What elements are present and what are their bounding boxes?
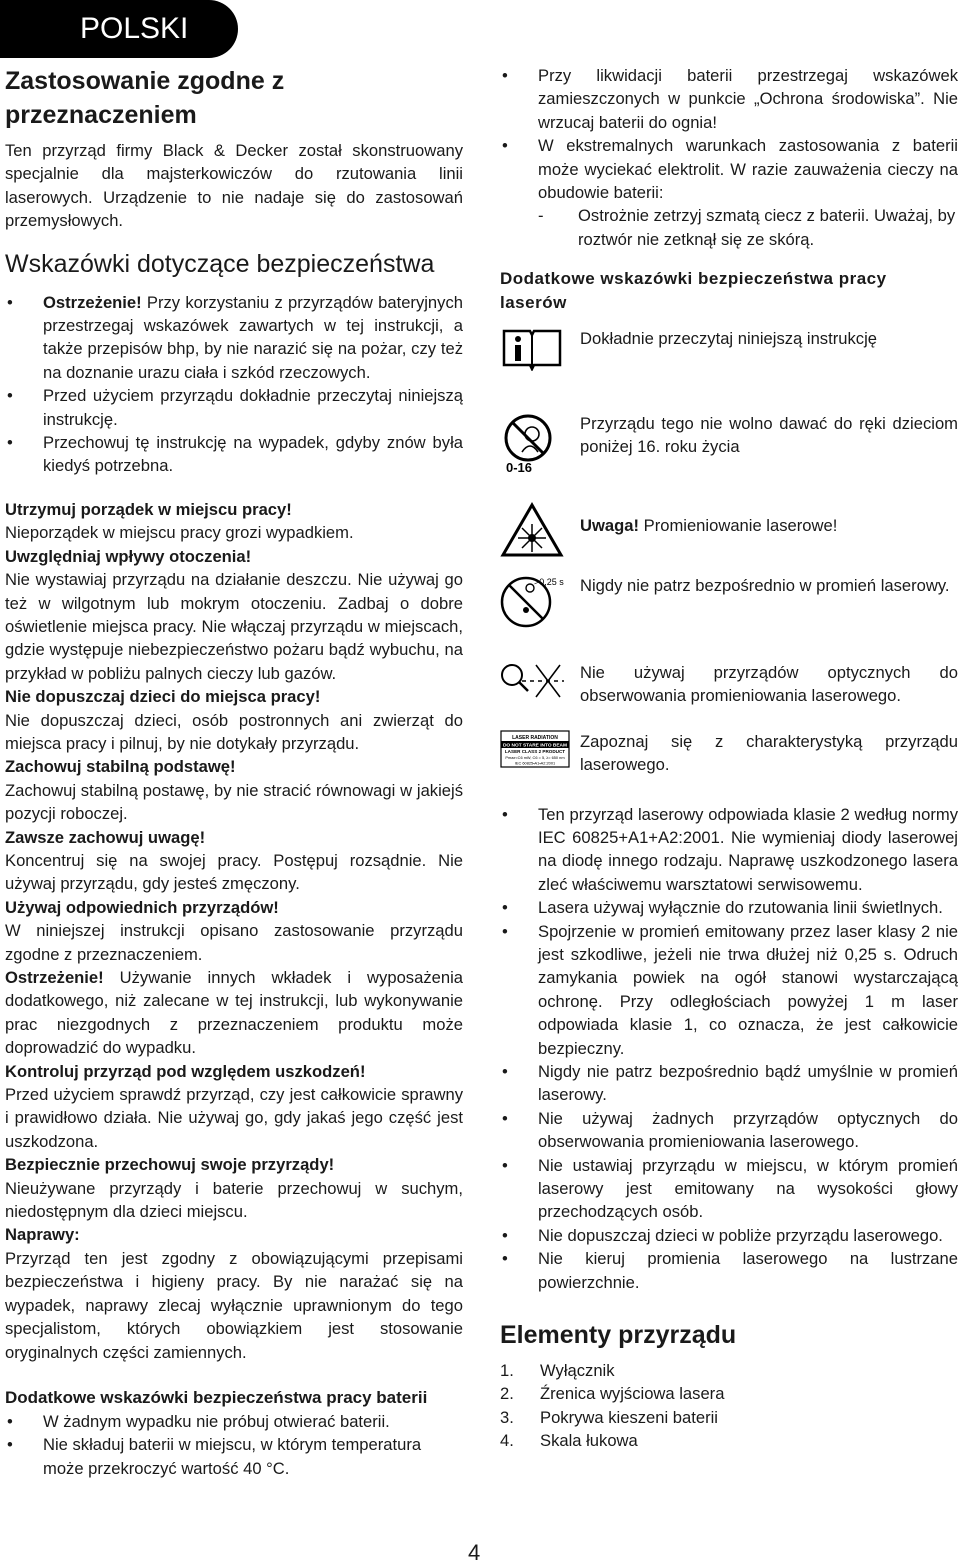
rule-text: Przyrząd ten jest zgodny z obowiązującymi przepisami bezpieczeństwa i higieny pracy. By nie narażać się na wypadek, naprawy zlecaj wyłącznie uprawnionym do tego specjalistom, których obowiązkiem jest stosowanie oryginalnych części zamiennych. bbox=[5, 1248, 463, 1362]
rule-text: W niniejszej instrukcji opisano zastosowanie przyrządu zgodne z przeznaczeniem. bbox=[5, 921, 463, 964]
rule-heading: Zachowuj stabilną podstawę! bbox=[5, 757, 236, 777]
list-item bbox=[5, 291, 463, 385]
battery-safety-title: Dodatkowe wskazówki bezpieczeństwa pracy baterii bbox=[5, 1387, 428, 1407]
symbol-text-rest: Promieniowanie laserowe! bbox=[639, 516, 838, 536]
list-item: • Spojrzenie w promień emitowany przez laser klasy 2 nie jest szkodliwe, jeżeli nie trwa dłużej niż 0,25 s. Odruch zamykania powiek na ogół stanowi wystarczającą ochronę. Przy odległościach powyżej 1 m laser odpowiada klasie 1, co oznacza, że jest całkowicie bezpieczny. bbox=[500, 920, 958, 1060]
item-text: Skala łukowa bbox=[540, 1431, 638, 1451]
accessory-warning bbox=[5, 966, 463, 1060]
item-number: 4. bbox=[500, 1431, 514, 1451]
intended-use-text: Ten przyrząd firmy Black & Decker został skonstruowany specjalnie dla majsterkowiczów do rzutowania linii laserowych. Urządzenie to nie nadaje się do zastosowań przemysłowych. bbox=[5, 141, 463, 231]
laser-warning-icon bbox=[500, 502, 568, 564]
age-limit-label: 0-16 bbox=[506, 459, 533, 475]
language-label: POLSKI bbox=[0, 0, 238, 58]
rule-text: Koncentruj się na swojej pracy. Postępuj rozsądnie. Nie używaj przyrządu, gdy jesteś zmęczony. bbox=[5, 850, 463, 894]
right-column bbox=[500, 64, 958, 1453]
list-item: • Ten przyrząd laserowy odpowiada klasie 2 według normy IEC 60825+A1+A2:2001. Nie wymieniaj diody laserowej na diodę innego rodzaju. Naprawę uszkodzonego lasera zleć właściwemu warsztatowi serwisowemu. bbox=[500, 803, 958, 897]
symbol-text: Zapoznaj się z charakterystyką przyrządu laserowego. bbox=[580, 731, 958, 775]
list-item bbox=[5, 384, 463, 431]
symbol-row bbox=[500, 574, 958, 636]
list-item-text: Przed użyciem przyrządu dokładnie przeczytaj niniejszą instrukcję. bbox=[43, 386, 463, 429]
symbol-row bbox=[500, 730, 958, 777]
list-item: • Przy likwidacji baterii przestrzegaj wskazówek zamieszczonych w punkcie „Ochrona środowiska”. Nie wrzucaj baterii do ognia! bbox=[500, 64, 958, 134]
dash-item-text: Ostrożnie zetrzyj szmatą ciecz z baterii. Uważaj, by roztwór nie zetknął się ze skórą. bbox=[578, 206, 956, 249]
item-text: Pokrywa kieszeni baterii bbox=[540, 1407, 718, 1427]
item-text: Wyłącznik bbox=[540, 1361, 615, 1381]
list-item-text: Przy korzystaniu z przyrządów bateryjnych przestrzegaj wskazówek zawartych w tej instrukcji, a także przepisów bhp, by nie narazić się na pożar, czy też na doznanie urazu ciała i szkód rzeczowych. bbox=[43, 292, 463, 382]
symbol-row bbox=[500, 502, 958, 564]
item-text: Źrenica wyjściowa lasera bbox=[540, 1384, 725, 1404]
list-item bbox=[5, 431, 463, 478]
symbol-row bbox=[500, 661, 958, 708]
symbol-text: Przyrządu tego nie wolno dawać do ręki dzieciom poniżej 16. roku życia bbox=[580, 413, 958, 457]
elements-list bbox=[500, 1359, 958, 1453]
intended-use-title: Zastosowanie zgodne z przeznaczeniem bbox=[5, 67, 285, 129]
rule-heading: Kontroluj przyrząd pod względem uszkodzeń! bbox=[5, 1061, 366, 1081]
list-item: • W ekstremalnych warunkach zastosowania z baterii może wyciekać elektrolit. W razie zauważenia cieczy na obudowie baterii: bbox=[500, 134, 958, 204]
rule-text: Nieużywane przyrządy i baterie przechowuj w suchym, niedostępnym dla dzieci miejscu. bbox=[5, 1178, 463, 1222]
rule-heading: Utrzymuj porządek w miejscu pracy! bbox=[5, 499, 292, 519]
laser-list bbox=[500, 803, 958, 1295]
warning-label: Ostrzeżenie! bbox=[5, 968, 104, 987]
rule-text: Przed użyciem sprawdź przyrząd, czy jest całkowicie sprawny i prawidłowo działa. Nie używaj go, gdy jakaś jego część jest uszkodzona. bbox=[5, 1085, 463, 1151]
label-line-4: Pmax<C6 mW, C6 = 5, λ= 650 nm bbox=[505, 754, 565, 760]
label-line-1: LASER RADIATION bbox=[512, 734, 558, 741]
no-staring-icon bbox=[500, 574, 568, 636]
symbol-text: Nigdy nie patrz bezpośrednio w promień laserowy. bbox=[580, 576, 950, 596]
item-number: 3. bbox=[500, 1407, 514, 1427]
item-number: 1. bbox=[500, 1361, 514, 1381]
safety-title: Wskazówki dotyczące bezpieczeństwa bbox=[5, 249, 435, 278]
list-item bbox=[500, 1382, 958, 1405]
symbol-text: Dokładnie przeczytaj niniejszą instrukcję bbox=[580, 329, 877, 349]
no-children-icon bbox=[500, 412, 568, 482]
elements-title: Elementy przyrządu bbox=[500, 1321, 737, 1350]
symbol-row bbox=[500, 327, 958, 377]
dash-marker: - bbox=[538, 206, 544, 226]
list-item: • Lasera używaj wyłącznie do rzutowania linii świetlnych. bbox=[500, 896, 958, 919]
rule-heading: Zawsze zachowuj uwagę! bbox=[5, 827, 206, 847]
rule-text: Zachowuj stabilną postawę, by nie stracić równowagi w jakiejś pozycji roboczej. bbox=[5, 780, 463, 824]
laser-safety-title: Dodatkowe wskazówki bezpieczeństwa pracy laserów bbox=[500, 269, 887, 313]
no-optics-icon bbox=[500, 661, 568, 707]
list-item: • Nie ustawiaj przyrządu w miejscu, w którym promień laserowy jest emitowany na wysokości głowy przechodzących osób. bbox=[500, 1154, 958, 1224]
list-item bbox=[500, 1429, 958, 1452]
list-item-text: Przechowuj tę instrukcję na wypadek, gdyby znów była kiedyś potrzebna. bbox=[43, 433, 463, 476]
list-item bbox=[500, 1359, 958, 1382]
list-item: • Nigdy nie patrz bezpośrednio bądź umyślnie w promień laserowy. bbox=[500, 1060, 958, 1107]
rule-text: Nie wystawiaj przyrządu na działanie deszczu. Nie używaj go też w wilgotnym lub mokrym otoczeniu. Zadbaj o dobre oświetlenie miejsca pracy. Nie włączaj przyrządu w miejscach, gdzie występuje niebezpieczeństwo pożaru bądź wybuchu, na przykład w pobliżu palnych cieczy lub gazów. bbox=[5, 570, 463, 683]
dash-item bbox=[500, 204, 958, 251]
rule-heading: Używaj odpowiednich przyrządów! bbox=[5, 897, 279, 917]
time-limit-label: >0,25 s bbox=[534, 577, 564, 588]
battery-list bbox=[5, 1410, 463, 1480]
rule-text: Nieporządek w miejscu pracy grozi wypadkiem. bbox=[5, 523, 354, 543]
label-line-2: DO NOT STARE INTO BEAM bbox=[502, 743, 568, 749]
symbol-row bbox=[500, 412, 958, 482]
rule-heading: Uwzględniaj wpływy otoczenia! bbox=[5, 546, 252, 566]
symbol-text: Nie używaj przyrządów optycznych do obserwowania promieniowania laserowego. bbox=[580, 662, 958, 706]
list-item: • Nie dopuszczaj dzieci w pobliże przyrządu laserowego. bbox=[500, 1224, 958, 1247]
symbol-text bbox=[568, 502, 958, 537]
list-item: • Nie używaj żadnych przyrządów optycznych do obserwowania promieniowania laserowego. bbox=[500, 1107, 958, 1154]
list-item: • W żadnym wypadku nie próbuj otwierać baterii. bbox=[5, 1410, 463, 1433]
warning-label: Ostrzeżenie! bbox=[43, 292, 142, 312]
laser-label-icon bbox=[500, 730, 568, 774]
list-item: • Nie składuj baterii w miejscu, w którym temperatura może przekroczyć wartość 40 °C. bbox=[5, 1433, 463, 1480]
page-number: 4 bbox=[468, 1540, 481, 1565]
list-item bbox=[500, 1406, 958, 1429]
rule-text: Nie dopuszczaj dzieci, osób postronnych ani zwierząt do miejsca pracy i pilnuj, by nie dotykały przyrządu. bbox=[5, 710, 463, 753]
warning-label: Uwaga! bbox=[580, 516, 640, 536]
safety-list bbox=[5, 291, 463, 478]
battery-list-continued bbox=[500, 64, 958, 204]
label-line-3: LASER CLASS 2 PRODUCT bbox=[504, 748, 566, 754]
item-number: 2. bbox=[500, 1384, 514, 1404]
rule-heading: Bezpiecznie przechowuj swoje przyrządy! bbox=[5, 1155, 335, 1175]
left-column bbox=[5, 64, 463, 1480]
manual-book-icon bbox=[500, 327, 568, 377]
rule-heading: Nie dopuszczaj dzieci do miejsca pracy! bbox=[5, 687, 321, 707]
general-rules bbox=[5, 498, 463, 1364]
warning-text: Używanie innych wkładek i wyposażenia dodatkowego, niż zalecane w tej instrukcji, lub wykonywanie prac niezgodnych z przeznaczeniem produktu może doprowadzić do wypadku. bbox=[5, 968, 463, 1058]
rule-heading: Naprawy: bbox=[5, 1225, 80, 1245]
label-line-5: IEC 60825•A1•A2:2001 bbox=[514, 760, 556, 766]
list-item: • Nie kieruj promienia laserowego na lustrzane powierzchnie. bbox=[500, 1247, 958, 1294]
